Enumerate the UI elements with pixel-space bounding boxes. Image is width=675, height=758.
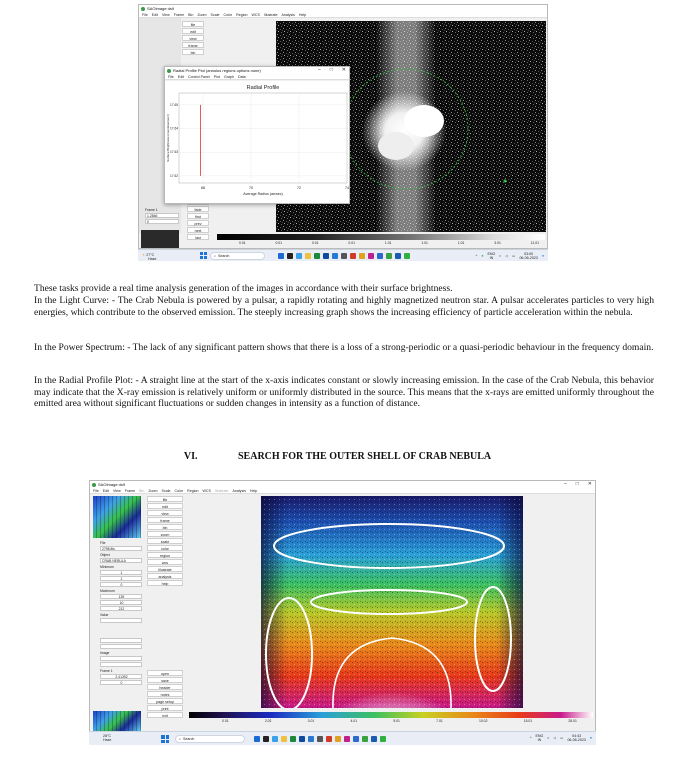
image-label: Image: [100, 651, 110, 655]
app-icon[interactable]: [332, 253, 338, 259]
btn-edit[interactable]: edit: [147, 503, 183, 509]
window-controls: [318, 67, 346, 73]
sun-icon: ☀: [142, 253, 146, 257]
menu-view[interactable]: View: [113, 488, 121, 493]
figure1-magnifier-thumbnail: [141, 230, 179, 249]
taskbar-search[interactable]: [210, 252, 265, 260]
app-icon[interactable]: [290, 736, 296, 742]
max-value: 212: [100, 606, 142, 611]
btn-next[interactable]: next: [187, 227, 209, 233]
btn-view[interactable]: view: [182, 35, 204, 41]
cb2-tick: 7.01: [436, 719, 443, 723]
wcs-field: [100, 638, 142, 643]
figure1-taskbar: [138, 249, 548, 261]
btn-file[interactable]: file: [147, 496, 183, 502]
maximize-icon[interactable]: □: [575, 481, 579, 487]
cb1-tick: 0.01: [311, 241, 319, 245]
menu-bin[interactable]: Bin: [139, 488, 145, 493]
section-title: SEARCH FOR THE OUTER SHELL OF CRAB NEBULA: [238, 451, 492, 462]
figure1-buttons-top: [182, 21, 204, 55]
menu-help[interactable]: Help: [249, 488, 258, 493]
frame-value: 1.2846: [145, 213, 179, 218]
figure2-magnifier-thumbnail: [93, 711, 141, 731]
menu-region[interactable]: Region: [236, 12, 248, 17]
weather-desc: Haze: [148, 257, 157, 261]
btn-save[interactable]: save: [147, 677, 183, 683]
menu-edit[interactable]: Edit: [151, 12, 158, 17]
plot-area-frame: [179, 93, 347, 183]
menu-analysis[interactable]: Analysis: [232, 488, 246, 493]
image-y-field: [100, 662, 142, 667]
cb2-tick: 15.01: [523, 719, 533, 723]
x-tick-labels: [201, 186, 349, 190]
menu-zoom[interactable]: Zoom: [148, 488, 158, 493]
search-icon: ⌕: [214, 254, 217, 258]
btn-last[interactable]: last: [187, 234, 209, 240]
close-icon[interactable]: ✕: [341, 67, 346, 73]
cb1-tick: 0.01: [348, 241, 356, 245]
menu-color[interactable]: Color: [223, 12, 233, 17]
radial-profile-chart: [165, 81, 350, 204]
search-icon: ⌕: [179, 737, 182, 741]
app-icon[interactable]: [371, 736, 377, 742]
btn-frame[interactable]: frame: [182, 42, 204, 48]
wcs-field-2: [100, 644, 142, 649]
x-tick-label: 74: [345, 186, 349, 190]
power-spectrum-paragraph: In the Power Spectrum: - The lack of any significant pattern shows that there is a loss of a strong-periodic or a quasi-periodic behaviour in the frequency domain.: [34, 342, 654, 353]
btn-color[interactable]: color: [147, 545, 183, 551]
btn-frame[interactable]: frame: [147, 517, 183, 523]
app-icon[interactable]: [308, 736, 314, 742]
close-icon[interactable]: ✕: [587, 481, 592, 487]
taskbar-app-icons: [278, 253, 410, 259]
app-icon[interactable]: [344, 736, 350, 742]
btn-page-setup[interactable]: page setup: [147, 698, 183, 704]
search-label: Search: [183, 737, 195, 741]
plot-menu-data[interactable]: Data: [237, 74, 246, 79]
image-x-field: [100, 656, 142, 661]
app-icon[interactable]: [263, 736, 269, 742]
btn-zoom[interactable]: zoom: [147, 531, 183, 537]
menu-scale[interactable]: Scale: [161, 488, 171, 493]
wifi-icon[interactable]: ≈: [499, 254, 502, 258]
section-heading: [0, 451, 675, 462]
min-x-value: 1: [100, 570, 142, 575]
intro-paragraph: These tasks provide a real time analysis generation of the images in accordance with their surface brightness.: [34, 283, 453, 294]
btn-file[interactable]: file: [182, 21, 204, 27]
min-value: 0: [100, 582, 142, 587]
y-tick-label: 17.62: [170, 173, 178, 178]
app-icon[interactable]: [386, 253, 392, 259]
weather-widget[interactable]: [103, 734, 111, 742]
app-icon[interactable]: [395, 253, 401, 259]
figure2-crab-nebula-image: [261, 496, 523, 708]
figure1-titlebar: [139, 5, 547, 12]
cb1-tick: 3.01: [494, 241, 501, 245]
plot-menu-edit[interactable]: Edit: [177, 74, 184, 79]
btn-bin[interactable]: bin: [182, 49, 204, 55]
figure2-colorbar-ticks: [222, 719, 577, 723]
figure2-menubar: [90, 488, 595, 494]
figure1-frame-info: [145, 207, 179, 225]
radial-profile-titlebar: [165, 67, 349, 74]
btn-notes[interactable]: notes: [147, 691, 183, 697]
max-y-value: 10: [100, 600, 142, 605]
figure2-panner-thumbnail: [93, 496, 141, 538]
cb2-tick: 3.01: [307, 719, 315, 723]
plot-grid: [179, 93, 347, 183]
chevron-up-icon[interactable]: ^: [475, 254, 478, 258]
app-icon[interactable]: [368, 253, 374, 259]
menu-help[interactable]: Help: [298, 12, 307, 17]
y-axis-label: Surface Brightness (counts/arcsec²): [166, 114, 170, 162]
menu-bin[interactable]: Bin: [188, 12, 194, 17]
notification-icon[interactable]: ●: [589, 736, 592, 740]
battery-icon[interactable]: ▭: [560, 736, 564, 740]
app-icon[interactable]: [323, 253, 329, 259]
cb2-tick: 0.01: [222, 719, 229, 723]
speaker-icon[interactable]: ◁: [553, 736, 557, 740]
windows-start-icon[interactable]: [200, 252, 207, 259]
figure2-taskbar: [89, 731, 596, 745]
figure2-colorbar: [189, 712, 593, 718]
app-icon[interactable]: [341, 253, 347, 259]
app-icon[interactable]: [377, 253, 383, 259]
btn-open[interactable]: open: [147, 670, 183, 676]
btn-view[interactable]: view: [147, 510, 183, 516]
menu-illustrate[interactable]: Illustrate: [263, 12, 278, 17]
language-indicator[interactable]: ENG IN: [487, 252, 496, 260]
frame-label: Frame 1: [145, 208, 158, 212]
figure2-info-panel: [100, 540, 142, 686]
btn-bin[interactable]: bin: [147, 524, 183, 530]
app-icon[interactable]: [353, 736, 359, 742]
ds9-app-icon: [167, 69, 171, 73]
figure2-buttons-bottom: [147, 670, 183, 718]
app-icon[interactable]: [380, 736, 386, 742]
weather-widget[interactable]: [142, 253, 157, 261]
weather-temp: 28°C: [103, 734, 112, 738]
app-icon[interactable]: [254, 736, 260, 742]
light-curve-paragraph: In the Light Curve: - The Crab Nebula is powered by a pulsar, a rapidly rotating and highly magnetized neutron star. A pulsar accelerates particles to very high energies, which contribute to the observed emission. The steeply increasing graph shows the increasing efficiency of particle acceleration within the nebula.: [34, 295, 654, 318]
menu-file[interactable]: File: [93, 488, 99, 493]
frame-value: 2.41392: [100, 674, 142, 679]
value-field: [100, 618, 142, 623]
btn-wcs[interactable]: wcs: [147, 559, 183, 565]
plot-menu-plot[interactable]: Plot: [213, 74, 220, 79]
weather-desc: Haze: [103, 738, 112, 742]
search-label: Search: [218, 254, 230, 258]
figure1-colorbar: [217, 234, 545, 240]
menu-region[interactable]: Region: [187, 488, 199, 493]
app-icon[interactable]: [317, 736, 323, 742]
y-tick-label: 17.65: [170, 102, 178, 107]
y-tick-label: 17.64: [170, 126, 178, 131]
btn-exit[interactable]: exit: [147, 712, 183, 718]
figure2-ds9-window: [89, 480, 596, 732]
cb1-tick: 11.01: [530, 241, 539, 245]
folder-icon[interactable]: [305, 253, 311, 259]
speaker-icon[interactable]: ◁: [505, 254, 509, 258]
cb1-tick: 1.01: [384, 241, 392, 245]
figure2-buttons-top: [147, 496, 183, 586]
taskbar-search[interactable]: [175, 735, 245, 743]
file-value: 2798.fits: [100, 546, 142, 551]
cb1-tick: 0.01: [275, 241, 283, 245]
btn-region[interactable]: region: [147, 552, 183, 558]
x-tick-label: 72: [297, 186, 301, 190]
folder-icon[interactable]: [281, 736, 287, 742]
menu-illustrate[interactable]: Illustrate: [214, 488, 229, 493]
figure2-window-title: SAOImage ds9: [98, 482, 126, 487]
plot-menu-control-panel[interactable]: Control Panel: [188, 74, 210, 79]
plot-menu-graph[interactable]: Graph: [223, 74, 234, 79]
file-label: File: [100, 541, 106, 545]
frame-label: Frame 1: [100, 669, 113, 673]
btn-first[interactable]: first: [187, 213, 209, 219]
menu-analysis[interactable]: Analysis: [281, 12, 295, 17]
app-icon[interactable]: [299, 736, 305, 742]
menu-color[interactable]: Color: [174, 488, 184, 493]
plot-menu-file[interactable]: File: [168, 74, 174, 79]
x-tick-label: 68: [201, 186, 205, 190]
app-icon[interactable]: [404, 253, 410, 259]
radial-profile-window: [164, 66, 350, 204]
app-icon[interactable]: [296, 253, 302, 259]
menu-frame[interactable]: Frame: [173, 12, 185, 17]
menu-scale[interactable]: Scale: [210, 12, 220, 17]
x-tick-label: 70: [249, 186, 253, 190]
chevron-up-icon[interactable]: ^: [529, 736, 532, 740]
cb2-tick: 28.01: [568, 719, 577, 723]
minimize-icon[interactable]: –: [317, 67, 321, 73]
object-value: CRAB NEBULA: [100, 558, 142, 563]
section-number: VI.: [183, 451, 198, 462]
app-icon[interactable]: [359, 253, 365, 259]
app-icon[interactable]: [362, 736, 368, 742]
btn-edit[interactable]: edit: [182, 28, 204, 34]
btn-illustrate[interactable]: illustrate: [147, 566, 183, 572]
figure1-menubar: [139, 12, 547, 18]
menu-edit[interactable]: Edit: [102, 488, 109, 493]
btn-scale[interactable]: scale: [147, 538, 183, 544]
ds9-app-icon: [141, 7, 145, 11]
menu-wcs[interactable]: WCS: [202, 488, 211, 493]
figure1-window-title: SAOImage ds9: [147, 6, 175, 11]
menu-zoom[interactable]: Zoom: [197, 12, 207, 17]
figure2-titlebar: [90, 481, 595, 488]
app-icon[interactable]: ●: [481, 254, 484, 258]
app-icon[interactable]: [335, 736, 341, 742]
app-icon[interactable]: [278, 253, 284, 259]
cb1-tick: 0.01: [239, 241, 246, 245]
system-tray: [530, 734, 592, 742]
system-tray: [476, 252, 544, 260]
taskbar-app-icons: [254, 736, 386, 742]
app-icon[interactable]: [272, 736, 278, 742]
cb2-tick: 5.01: [393, 719, 400, 723]
btn-fade[interactable]: fade: [187, 206, 209, 212]
wifi-icon[interactable]: ≈: [547, 736, 550, 740]
btn-header[interactable]: header: [147, 684, 183, 690]
object-label: Object: [100, 553, 110, 557]
maximum-label: Maximum: [100, 589, 115, 593]
app-icon[interactable]: [314, 253, 320, 259]
menu-frame[interactable]: Frame: [124, 488, 136, 493]
frame-value-2: 0: [100, 680, 142, 685]
figure1-buttons-bottom: [187, 199, 209, 240]
btn-print[interactable]: print: [147, 705, 183, 711]
minimize-icon[interactable]: –: [563, 481, 567, 487]
menu-file[interactable]: File: [142, 12, 148, 17]
min-y-value: 1: [100, 576, 142, 581]
frame-value-2: 0: [145, 219, 179, 224]
y-tick-label: 17.63: [170, 150, 178, 155]
language-indicator[interactable]: ENG IN: [535, 734, 544, 742]
btn-prev[interactable]: prev: [187, 220, 209, 226]
maximize-icon[interactable]: □: [329, 67, 333, 73]
cb2-tick: 10.02: [478, 719, 488, 723]
figure1-colorbar-ticks: [239, 241, 539, 245]
window-controls: [564, 481, 592, 487]
y-tick-labels: [170, 103, 178, 178]
chart-title: Radial Profile: [246, 85, 280, 91]
weather-temp: 27°C: [146, 253, 155, 257]
minimum-label: Minimum: [100, 565, 114, 569]
clock[interactable]: 03:00 06-06-2023: [519, 252, 538, 260]
notification-icon[interactable]: ●: [541, 254, 544, 258]
cb1-tick: 1.01: [421, 241, 428, 245]
btn-help[interactable]: help: [147, 580, 183, 586]
max-x-value: 139: [100, 594, 142, 599]
app-icon[interactable]: [287, 253, 293, 259]
app-icon[interactable]: [350, 253, 356, 259]
radial-profile-title: Radial Profile Plot (annulus regions options none): [173, 68, 261, 73]
value-label: Value: [100, 613, 109, 617]
clock[interactable]: 04:43 06-06-2023: [567, 734, 586, 742]
btn-analysis[interactable]: analysis: [147, 573, 183, 579]
ds9-app-icon: [92, 483, 96, 487]
cb2-tick: 2.02: [264, 719, 272, 723]
x-axis-label: Average Radius (arcsec): [243, 192, 283, 196]
menu-view[interactable]: View: [162, 12, 170, 17]
battery-icon[interactable]: ▭: [512, 254, 516, 258]
app-icon[interactable]: [326, 736, 332, 742]
windows-start-icon[interactable]: [161, 735, 169, 743]
cb1-tick: 1.01: [457, 241, 465, 245]
menu-wcs[interactable]: WCS: [251, 12, 260, 17]
radial-profile-paragraph: In the Radial Profile Plot: - A straight line at the start of the x-axis indicates constant or slowly increasing emission. In the case of the Crab Nebula, this behavior may indicate that the X-ray emission is relatively uniform or uniformly distributed in the source. This means that the x-rays are emitted uniformly throughout the emitted area without significant fluctuations or sudden changes in intensity as a function of distance.: [34, 375, 654, 410]
cb2-tick: 4.01: [350, 719, 358, 723]
radial-profile-menubar: [165, 74, 349, 80]
